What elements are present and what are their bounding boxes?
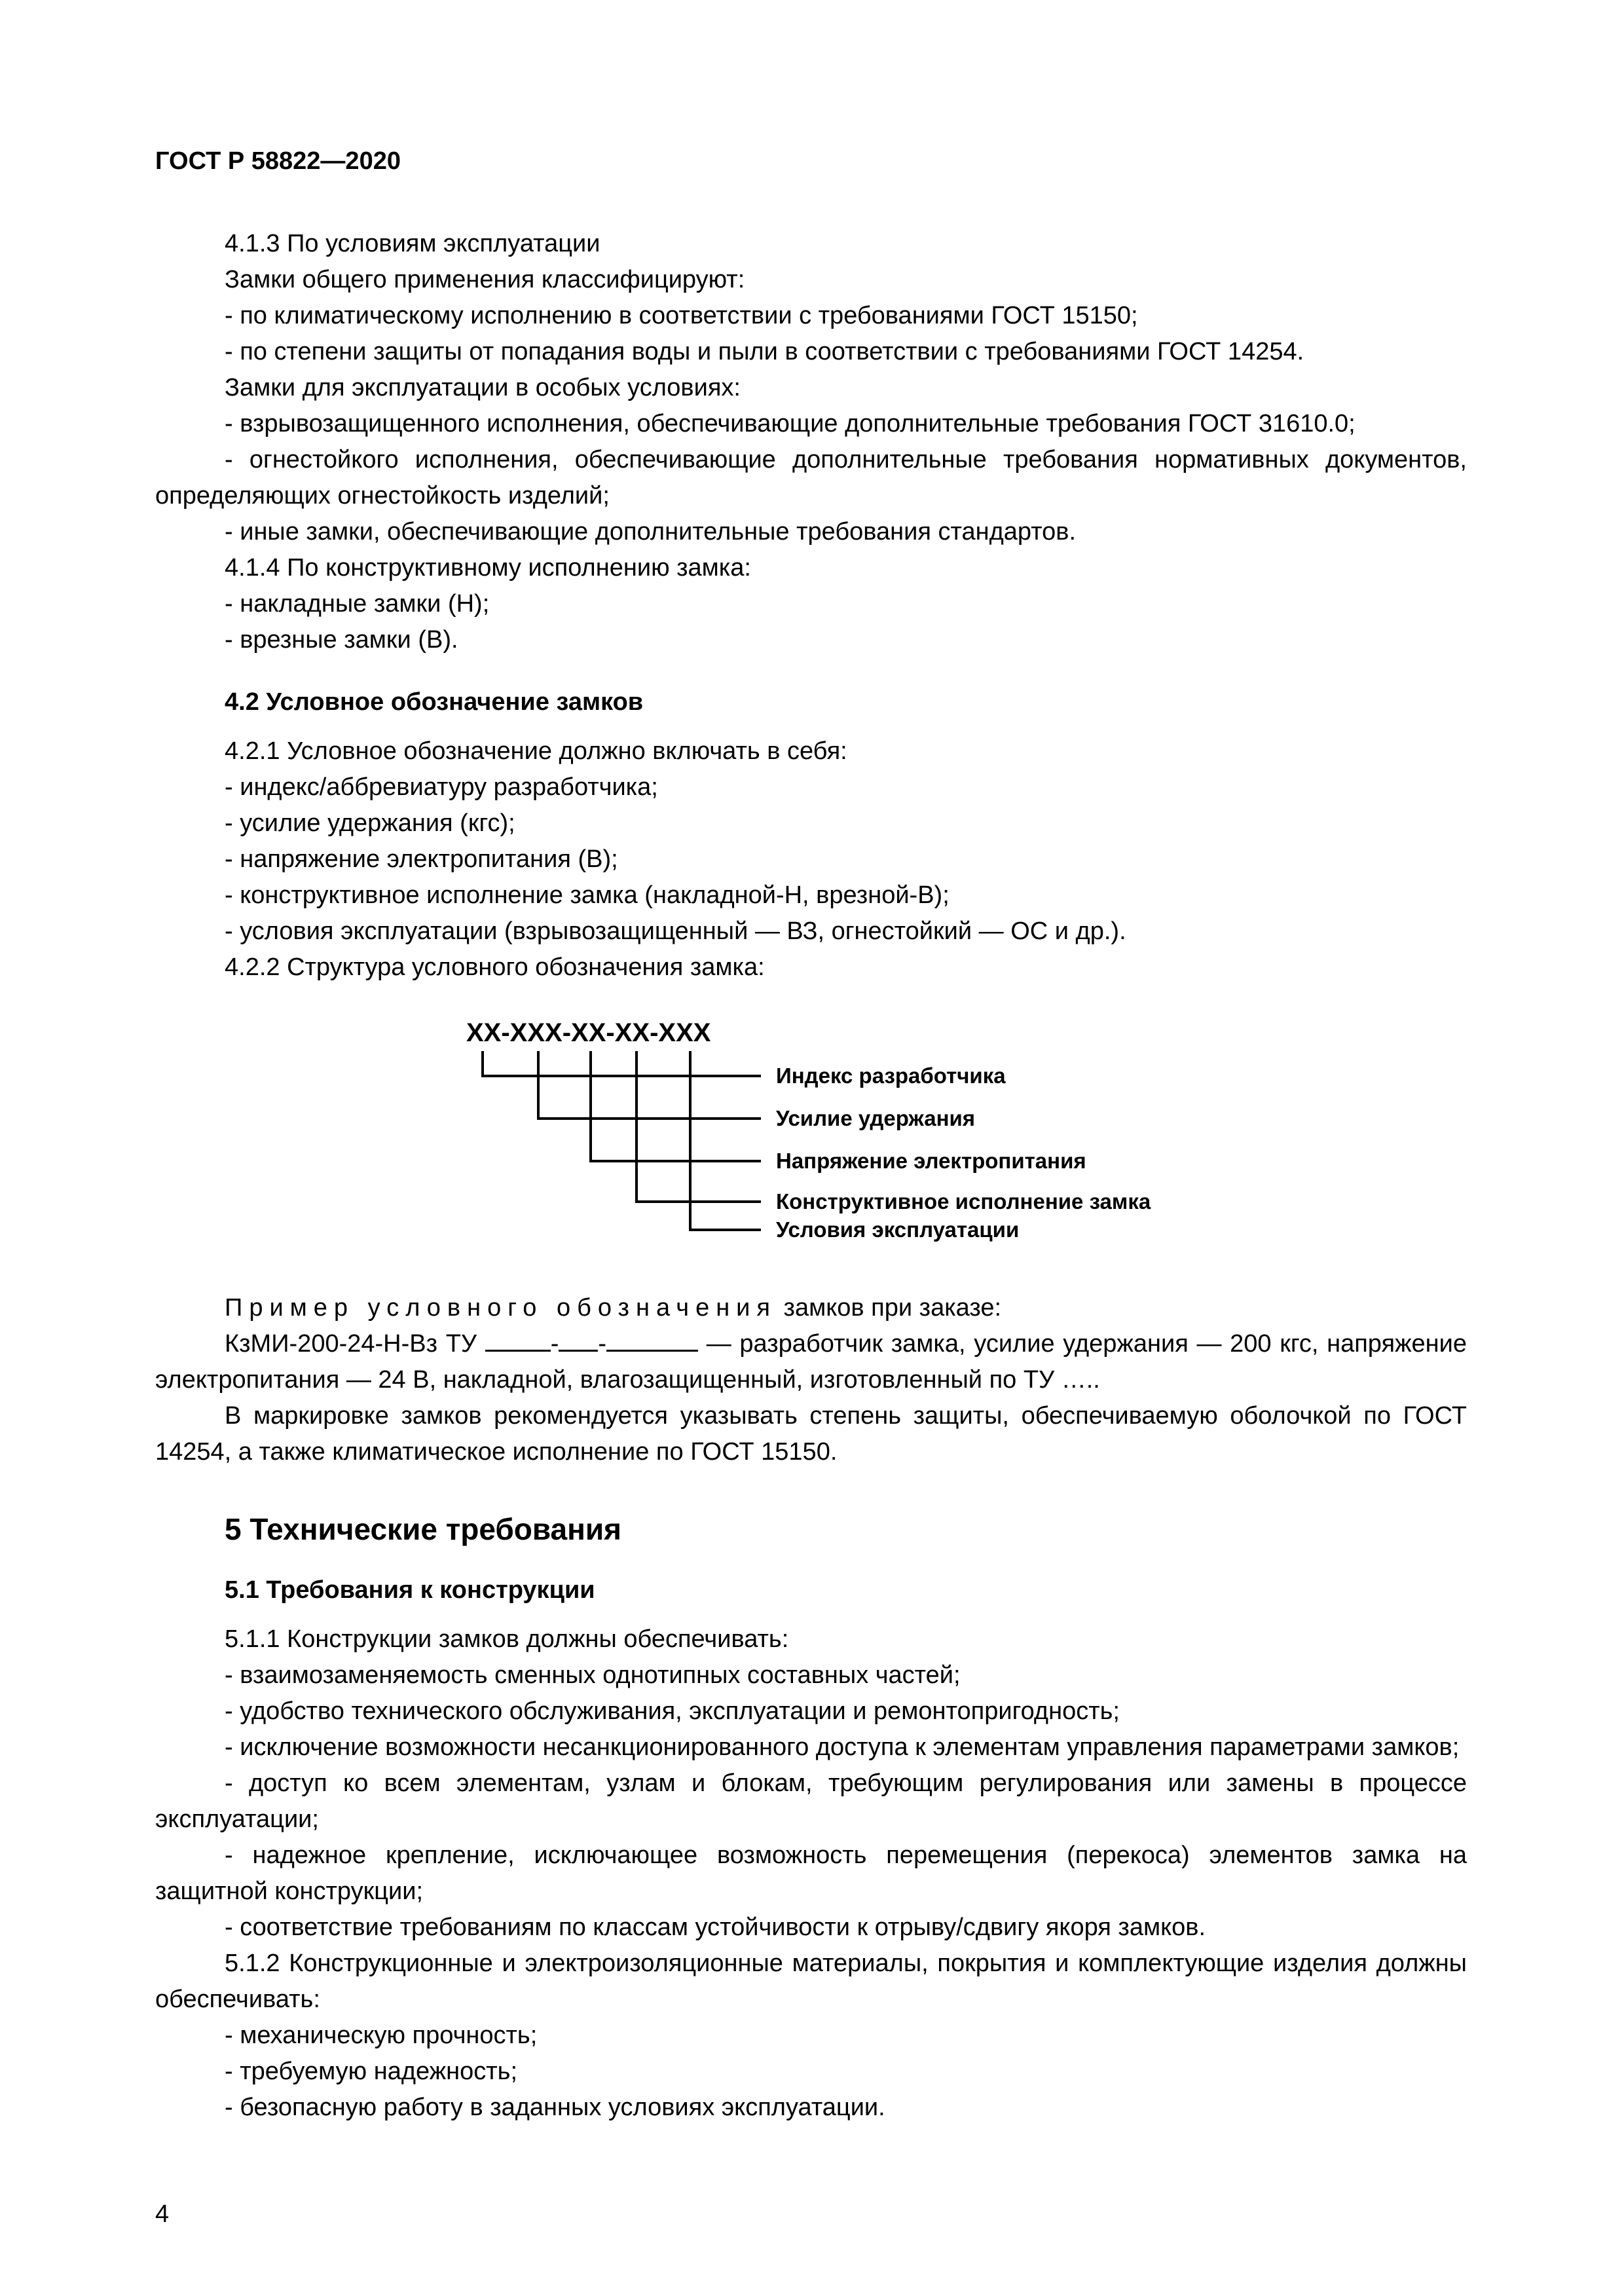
example-intro	[155, 1290, 1467, 1326]
section-4-2-heading: 4.2 Условное обозначение замков	[225, 688, 644, 716]
example-description: — разработчик замка, усилие удержания — 200 кгс, напряжение электропитания — 24 В, накладной, влагозащищенный, изготовленный по ТУ …..	[155, 1330, 1467, 1394]
list-item: - накладные замки (Н);	[225, 590, 490, 618]
page-number: 4	[155, 2200, 170, 2228]
clause-4-2-1: 4.2.1 Условное обозначение должно включать в себя:	[225, 737, 847, 765]
list-item: - взрывозащищенного исполнения, обеспечивающие дополнительные требования ГОСТ 31610.0;	[225, 410, 1356, 437]
connector-line	[591, 1051, 761, 1161]
example-designation	[155, 1326, 1467, 1398]
clause-4-1-3-title: 4.1.3 По условиям эксплуатации	[225, 230, 600, 257]
list-item: - индекс/аббревиатуру разработчика;	[225, 773, 658, 801]
general-locks-intro: Замки общего применения классифицируют:	[225, 266, 745, 293]
separator: -	[550, 1330, 559, 1358]
list-item: - безопасную работу в заданных условиях эксплуатации.	[225, 2094, 885, 2121]
connector-line	[538, 1051, 761, 1119]
list-item: - соответствие требованиям по классам устойчивости к отрыву/сдвигу якоря замков.	[225, 1914, 1206, 1941]
clause-4-2-2: 4.2.2 Структура условного обозначения замка:	[225, 954, 765, 981]
example-code: КзМИ-200-24-Н-Вз ТУ	[225, 1330, 485, 1358]
diagram-label: Усилие удержания	[776, 1106, 976, 1130]
list-item: - удобство технического обслуживания, эксплуатации и ремонтопригодность;	[225, 1697, 1120, 1725]
list-item: - конструктивное исполнение замка (накладной-Н, врезной-В);	[225, 881, 950, 909]
connector-line	[637, 1051, 761, 1202]
designation-code: XX-XXX-XX-XX-XXX	[466, 1018, 711, 1047]
diagram-label: Конструктивное исполнение замка	[776, 1189, 1151, 1213]
list-item: - требуемую надежность;	[225, 2058, 518, 2085]
connector-line	[483, 1051, 761, 1076]
clause-5-1-1: 5.1.1 Конструкции замков должны обеспечивать:	[225, 1625, 789, 1653]
designation-diagram-svg	[155, 986, 1203, 1244]
connector-line	[690, 1051, 761, 1230]
diagram-label: Условия эксплуатации	[776, 1217, 1020, 1242]
designation-structure-diagram	[155, 986, 1467, 1244]
list-item: - надежное крепление, исключающее возможность перемещения (перекоса) элементов замка на защитной конструкции;	[155, 1842, 1467, 1905]
section-5-1-heading: 5.1 Требования к конструкции	[225, 1576, 595, 1604]
list-item: - механическую прочность;	[225, 2022, 538, 2049]
list-item: - по климатическому исполнению в соответствии с требованиями ГОСТ 15150;	[225, 302, 1138, 329]
special-locks-intro: Замки для эксплуатации в особых условиях:	[225, 374, 741, 401]
list-item: - исключение возможности несанкционированного доступа к элементам управления параметрами замков;	[225, 1733, 1460, 1761]
list-item: - доступ ко всем элементам, узлам и блокам, требующим регулирования или замены в процессе эксплуатации;	[155, 1769, 1467, 1833]
list-item: - взаимозаменяемость сменных однотипных составных частей;	[225, 1661, 961, 1689]
list-item: - усилие удержания (кгс);	[225, 809, 515, 837]
document-header: ГОСТ Р 58822—2020	[155, 147, 401, 175]
separator: -	[598, 1330, 607, 1358]
section-5-heading: 5 Технические требования	[225, 1512, 621, 1546]
diagram-label: Напряжение электропитания	[776, 1149, 1086, 1173]
list-item: - по степени защиты от попадания воды и пыли в соответствии с требованиями ГОСТ 14254.	[225, 338, 1304, 365]
clause-5-1-2: 5.1.2 Конструкционные и электроизоляционные материалы, покрытия и комплектующие изделия должны обеспечивать:	[155, 1950, 1467, 2013]
list-item: - врезные замки (В).	[225, 626, 458, 654]
example-label-tail: замков при заказе:	[777, 1294, 1002, 1322]
blank-field	[485, 1327, 551, 1352]
example-label: Пример условного обозначения	[225, 1294, 777, 1322]
list-item: - иные замки, обеспечивающие дополнительные требования стандартов.	[225, 518, 1077, 546]
clause-4-1-4-title: 4.1.4 По конструктивному исполнению замка:	[225, 554, 751, 582]
list-item: - огнестойкого исполнения, обеспечивающие дополнительные требования нормативных документов, определяющих огнестойкость изделий;	[155, 446, 1467, 509]
list-item: - условия эксплуатации (взрывозащищенный — ВЗ, огнестойкий — ОС и др.).	[225, 917, 1126, 945]
document-body	[155, 226, 1467, 2126]
diagram-label: Индекс разработчика	[776, 1064, 1006, 1088]
marking-paragraph: В маркировке замков рекомендуется указывать степень защиты, обеспечиваемую оболочкой по ГОСТ 14254, а также климатическое исполнение по ГОСТ 15150.	[155, 1402, 1467, 1466]
connector-lines	[483, 1051, 761, 1230]
list-item: - напряжение электропитания (В);	[225, 845, 618, 873]
blank-field	[559, 1327, 598, 1352]
blank-field	[606, 1327, 698, 1352]
